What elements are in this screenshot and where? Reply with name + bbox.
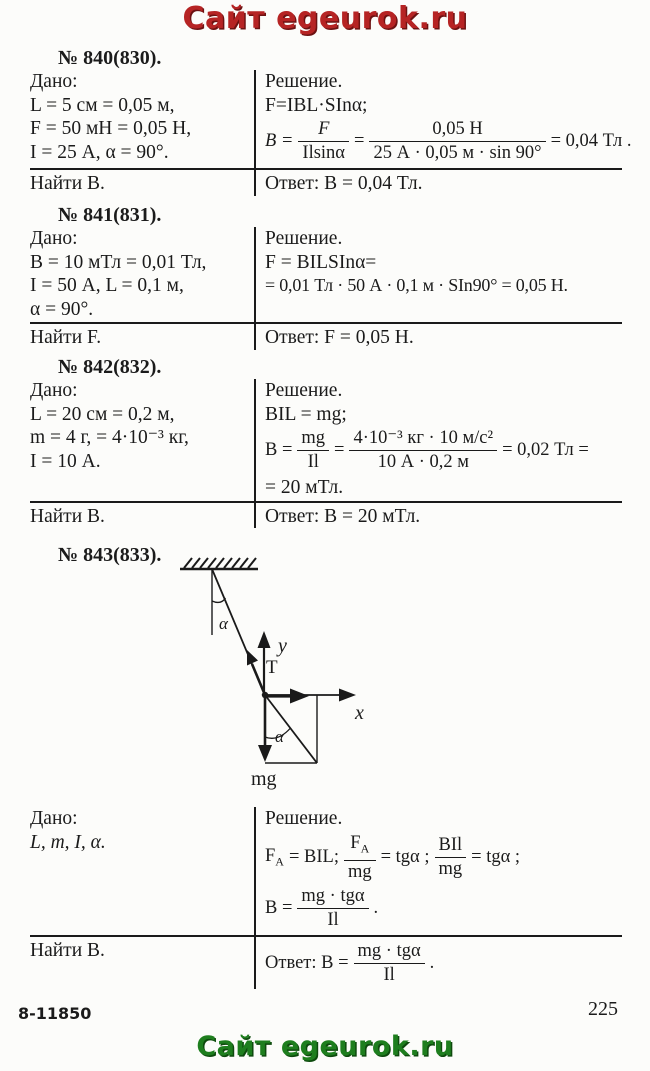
given-label: Дано: bbox=[30, 71, 78, 92]
column-divider bbox=[254, 227, 256, 350]
fraction-denominator: Ilsinα bbox=[298, 141, 349, 164]
weight-label: mg bbox=[251, 768, 277, 790]
given-line: F = 50 мН = 0,05 Н, bbox=[30, 118, 192, 139]
problem-841 bbox=[30, 204, 622, 350]
eq-lhs: B = bbox=[265, 440, 293, 460]
x-axis-arrowhead bbox=[339, 689, 356, 702]
given-label: Дано: bbox=[30, 228, 78, 249]
solution-equation bbox=[265, 833, 622, 884]
solution-column bbox=[254, 379, 622, 500]
solution-formula: BIL = mg; bbox=[265, 403, 347, 425]
problem-842-body bbox=[30, 379, 622, 528]
fraction-numerator: mg bbox=[301, 428, 326, 448]
solution-label: Решение. bbox=[265, 71, 343, 92]
problem-841-body bbox=[30, 227, 622, 350]
solution-label: Решение. bbox=[265, 228, 343, 249]
y-axis-arrowhead bbox=[258, 631, 271, 648]
fraction-denominator: Il bbox=[297, 450, 329, 473]
problem-841-number: № 841(831). bbox=[58, 204, 162, 226]
fraction-denominator: mg bbox=[344, 860, 376, 883]
fraction-numerator: mg · tgα bbox=[357, 941, 421, 962]
answer-line: Ответ: В = 0,04 Тл. bbox=[265, 173, 423, 194]
angle-arc-top bbox=[212, 598, 226, 602]
eq-result: = 0,04 Тл . bbox=[550, 131, 632, 151]
answer-line: Ответ: F = 0,05 H. bbox=[265, 327, 414, 348]
resultant-diagonal-line bbox=[265, 695, 317, 763]
problem-843-number: № 843(833). bbox=[58, 544, 162, 566]
answer-line: Ответ: В = 20 мТл. bbox=[265, 505, 421, 527]
problem-840 bbox=[30, 47, 632, 196]
fraction bbox=[297, 886, 368, 931]
y-axis-label: y bbox=[278, 635, 287, 657]
site-title-top: Сайт egeurok.ru bbox=[182, 1, 468, 36]
force-diagram bbox=[30, 566, 622, 806]
eq-end: . bbox=[373, 898, 379, 919]
given-line: L, m, I, α. bbox=[30, 831, 106, 853]
weight-arrowhead bbox=[258, 745, 272, 762]
answer-divider-rule bbox=[30, 935, 622, 937]
solution-formula: = 20 мТл. bbox=[265, 477, 344, 498]
given-column bbox=[30, 379, 254, 473]
problem-840-number: № 840(830). bbox=[58, 47, 162, 69]
fraction-numerator: 4·10⁻³ кг · 10 м/с² bbox=[353, 428, 494, 448]
answer-lhs: Ответ: В = bbox=[265, 953, 349, 974]
given-column bbox=[30, 70, 254, 164]
fraction-denominator: Il bbox=[354, 963, 425, 986]
fraction bbox=[349, 428, 497, 473]
given-column bbox=[30, 227, 254, 321]
site-title-bottom: Сайт egeurok.ru bbox=[196, 1031, 454, 1062]
fraction-numerator: 0,05 Н bbox=[432, 119, 483, 139]
angle-label-top: α bbox=[219, 614, 228, 633]
fraction-numerator: $F_A$ bbox=[350, 832, 370, 856]
eq-equals: = bbox=[334, 440, 345, 460]
fraction-denominator: Il bbox=[297, 908, 368, 931]
solution-label: Решение. bbox=[265, 380, 343, 401]
answer-divider-rule bbox=[30, 168, 622, 170]
given-label: Дано: bbox=[30, 380, 78, 401]
solution-equation bbox=[265, 428, 622, 473]
given-line: L = 5 см = 0,05 м, bbox=[30, 94, 175, 116]
solution-formula: = 0,01 Тл · 50 А · 0,1 м · SIn90° = 0,05 H. bbox=[265, 275, 568, 295]
column-divider bbox=[254, 379, 256, 528]
problem-842 bbox=[30, 356, 622, 528]
given-label: Дано: bbox=[30, 808, 78, 829]
fraction-denominator: 25 А · 0,05 м · sin 90° bbox=[369, 141, 545, 164]
answer-divider-rule bbox=[30, 322, 622, 324]
fraction-denominator: mg bbox=[435, 857, 467, 880]
fraction-numerator: mg · tgα bbox=[301, 886, 365, 907]
x-axis-label: x bbox=[355, 702, 364, 724]
given-line: α = 90°. bbox=[30, 298, 94, 320]
eq-lhs: B = bbox=[265, 131, 294, 151]
problem-843 bbox=[30, 544, 622, 989]
pivot-point bbox=[262, 692, 268, 698]
column-divider bbox=[254, 807, 256, 989]
ceiling-hatching bbox=[184, 558, 256, 568]
solution-column bbox=[254, 70, 632, 167]
given-line: I = 25 А, α = 90°. bbox=[30, 141, 169, 163]
eq-end: . bbox=[429, 953, 435, 974]
given-line: I = 10 А. bbox=[30, 450, 101, 472]
solution-equation bbox=[265, 119, 632, 164]
fraction-numerator: BIl bbox=[438, 835, 463, 856]
given-column bbox=[30, 807, 254, 854]
find-label: Найти В. bbox=[30, 940, 105, 962]
print-run-code: 8-11850 bbox=[18, 1004, 92, 1023]
fraction-numerator: F bbox=[318, 119, 330, 139]
eq-result: = 0,02 Тл = bbox=[502, 440, 589, 460]
solution-column bbox=[254, 807, 622, 934]
fraction bbox=[435, 835, 467, 880]
problem-843-body bbox=[30, 807, 622, 989]
fraction bbox=[344, 833, 376, 884]
given-line: I = 50 А, L = 0,1 м, bbox=[30, 275, 184, 296]
solution-formula: F=IBL·SInα; bbox=[265, 94, 368, 116]
answer-divider-rule bbox=[30, 501, 622, 503]
solution-equation bbox=[265, 886, 622, 931]
column-divider bbox=[254, 70, 256, 196]
angle-label-bottom: α bbox=[275, 727, 284, 746]
given-line: m = 4 г, = 4·10⁻³ кг, bbox=[30, 427, 189, 448]
given-line: L = 20 см = 0,2 м, bbox=[30, 403, 175, 425]
eq-lhs: B = bbox=[265, 898, 293, 919]
page-number: 225 bbox=[588, 998, 618, 1020]
problem-840-body bbox=[30, 70, 632, 196]
solution-formula: F = BILSInα= bbox=[265, 251, 377, 273]
eq-segment: = tgα ; bbox=[380, 847, 430, 868]
fraction bbox=[369, 119, 545, 164]
find-label: Найти F. bbox=[30, 327, 102, 348]
solution-column bbox=[254, 227, 622, 298]
force-symbol-subscript: A bbox=[275, 854, 284, 869]
solution-label: Решение. bbox=[265, 808, 343, 829]
problem-842-number: № 842(832). bbox=[58, 356, 162, 378]
force-symbol: $F_A$ bbox=[265, 846, 284, 869]
eq-segment: = tgα ; bbox=[471, 847, 521, 868]
given-line: В = 10 мТл = 0,01 Тл, bbox=[30, 251, 207, 273]
fraction bbox=[298, 119, 349, 164]
force-component-arrowhead bbox=[290, 689, 309, 704]
eq-segment: = BIL; bbox=[288, 847, 339, 868]
fraction-denominator: 10 А · 0,2 м bbox=[349, 450, 497, 473]
find-label: Найти В. bbox=[30, 505, 105, 527]
find-label: Найти В. bbox=[30, 173, 105, 194]
fraction bbox=[354, 941, 425, 986]
eq-equals: = bbox=[354, 131, 365, 151]
fraction bbox=[297, 428, 329, 473]
answer-equation bbox=[265, 941, 622, 986]
tension-label: T bbox=[266, 657, 278, 678]
